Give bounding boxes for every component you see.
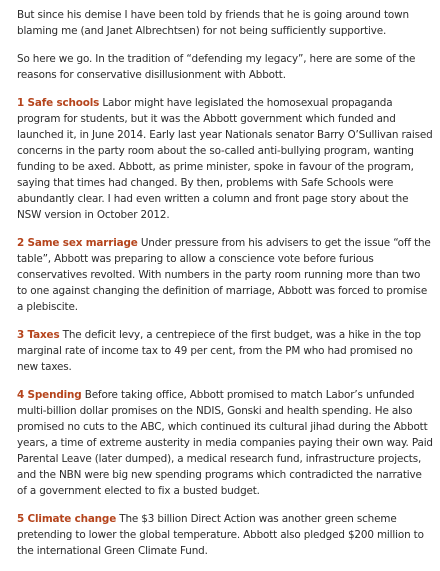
intro-paragraph-2: So here we go. In the tradition of “defending my legacy”, here are some of the reasons for conservative disillusionment with Abbott. [17,53,416,81]
section-spending [17,387,433,499]
section-climate-change [17,511,433,559]
section-body-spending: Before taking office, Abbott promised to match Labor’s unfunded multi-billion dollar promises on the NDIS, Gonski and health spending. He also promised no cuts to the ABC, which continued its cultural jihad during the Abbott years, a time of extreme austerity in media companies paying their own way. Paid Parental Leave (later dumped), a medical research fund, infrastructure projects, and the NBN were big new spending programs which contradicted the narrative of a government elected to fix a busted budget. [17,389,433,497]
section-body-climate-change: The $3 billion Direct Action was another green scheme pretending to lower the global temperature. Abbott also pledged $200 million to the international Green Climate Fund. [17,513,424,557]
section-body-taxes: The deficit levy, a centrepiece of the first budget, was a hike in the top marginal rate of income tax to 49 per cent, from the PM who had promised no new taxes. [17,329,421,373]
section-body-safe-schools: Labor might have legislated the homosexual propaganda program for students, but it was the Abbott government which funded and launched it, in June 2014. Early last year Nationals senator Barry O’Sullivan raised concerns in the party room about the so-called anti-bullying program, wanting funding to be axed. Abbott, as prime minister, spoke in favour of the program, saying that times had changed. By then, problems with Safe Schools were abundantly clear. I had even written a column and front page story about the NSW version in October 2012. [17,97,433,221]
section-same-sex-marriage [17,235,433,315]
section-body-same-sex-marriage: Under pressure from his advisers to get the issue “off the table”, Abbott was preparing to allow a conscience vote before furious conservatives revolted. With numbers in the party room running more than two to one against changing the definition of marriage, Abbott was forced to promise a plebiscite. [17,237,431,313]
section-heading-same-sex-marriage: 2 Same sex marriage [17,237,138,249]
article-body [17,7,433,571]
section-heading-taxes: 3 Taxes [17,329,60,341]
section-taxes [17,327,433,375]
section-safe-schools [17,95,433,223]
section-heading-spending: 4 Spending [17,389,82,401]
section-heading-safe-schools: 1 Safe schools [17,97,100,109]
intro-paragraph-1: But since his demise I have been told by friends that he is going around town blaming me (and Janet Albrechtsen) for not being sufficiently supportive. [17,9,409,37]
section-heading-climate-change: 5 Climate change [17,513,117,525]
